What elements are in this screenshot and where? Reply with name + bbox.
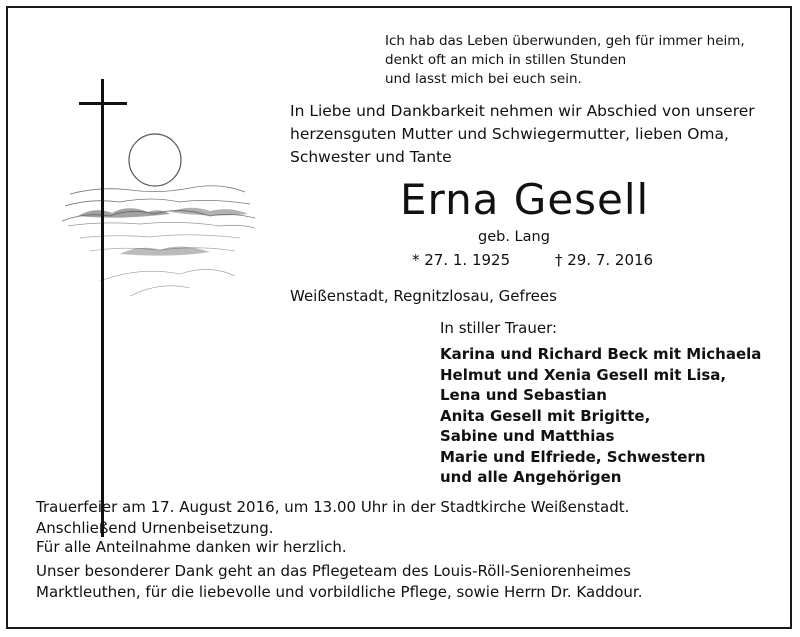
mourner-line: Marie und Elfriede, Schwestern bbox=[440, 447, 706, 466]
landscape-sketch bbox=[62, 186, 255, 251]
mourner-line: Sabine und Matthias bbox=[440, 427, 615, 445]
places-line: Weißenstadt, Regnitzlosau, Gefrees bbox=[290, 287, 557, 305]
mourner-line: Karina und Richard Beck mit Michaela bbox=[440, 345, 762, 363]
poem-verse bbox=[385, 32, 745, 89]
birth-name: geb. Lang bbox=[478, 229, 550, 245]
funeral-info bbox=[36, 497, 629, 539]
mourners-label: In stiller Trauer: bbox=[440, 319, 558, 337]
thanks-line: Für alle Anteilnahme danken wir herzlich. bbox=[36, 538, 347, 556]
mourner-line: und alle Angehörigen bbox=[440, 468, 622, 486]
funeral-line: Trauerfeier am 17. August 2016, um 13.00 Uhr in der Stadtkirche Weißenstadt. bbox=[36, 498, 630, 516]
funeral-line: Anschließend Urnenbeisetzung. bbox=[36, 519, 274, 537]
mourner-line: Anita Gesell mit Brigitte, bbox=[440, 406, 651, 425]
cross-vertical-bar bbox=[101, 79, 104, 537]
intro-line: herzensguten Mutter und Schwiegermutter, lieben Oma, bbox=[290, 125, 729, 143]
cross-moon-landscape-illustration bbox=[60, 66, 260, 556]
special-thanks bbox=[36, 561, 642, 603]
intro-line: Schwester und Tante bbox=[290, 148, 452, 166]
deceased-name: Erna Gesell bbox=[400, 175, 650, 224]
intro-line: In Liebe und Dankbarkeit nehmen wir Abschied von unserer bbox=[290, 102, 755, 120]
intro-text bbox=[290, 100, 755, 169]
moon-shape bbox=[129, 134, 181, 186]
poem-line: Ich hab das Leben überwunden, geh für immer heim, bbox=[385, 33, 745, 49]
birth-date: * 27. 1. 1925 bbox=[412, 251, 511, 269]
mourners-list bbox=[440, 344, 761, 488]
mourner-line: Lena und Sebastian bbox=[440, 386, 607, 404]
special-thanks-line: Marktleuthen, für die liebevolle und vorbildliche Pflege, sowie Herrn Dr. Kaddour. bbox=[36, 583, 643, 601]
life-dates bbox=[412, 251, 653, 269]
special-thanks-line: Unser besonderer Dank geht an das Pflegeteam des Louis-Röll-Seniorenheimes bbox=[36, 562, 631, 580]
death-date: † 29. 7. 2016 bbox=[554, 251, 654, 269]
poem-line: denkt oft an mich in stillen Stunden bbox=[385, 52, 627, 68]
cross-horizontal-bar bbox=[79, 102, 127, 105]
poem-line: und lasst mich bei euch sein. bbox=[385, 71, 582, 87]
mourner-line: Helmut und Xenia Gesell mit Lisa, bbox=[440, 365, 727, 384]
